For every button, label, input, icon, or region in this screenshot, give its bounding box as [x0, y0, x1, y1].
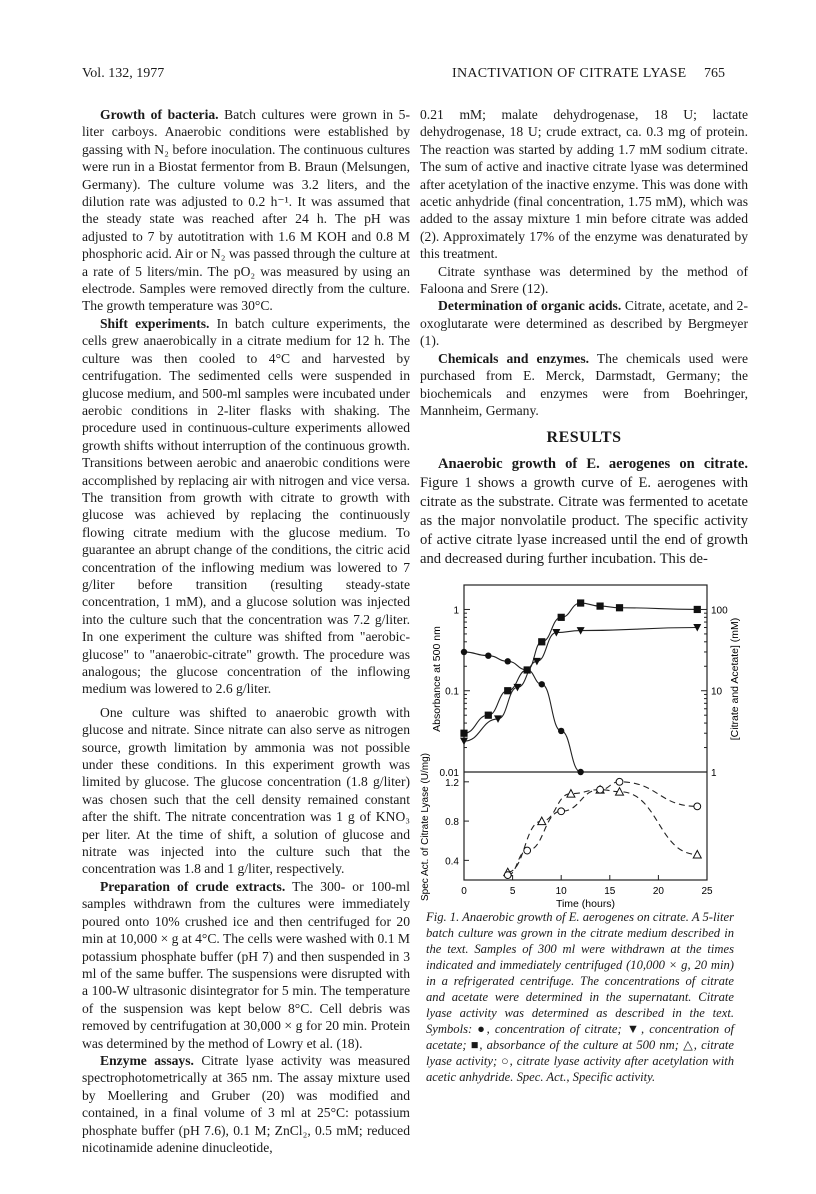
shift-text: In batch culture experiments, the cells grew anaerobically in a citrate medium for 12 h. The culture was then cooled to 4°C and harvested by centrifugation. The sedimented cells were suspended in glucose medium, and 500-ml samples were incubated under aerobic conditions in 2-liter flasks with shaking. The procedure used in continuous-culture experiments allowed growth shifts without interruption of the continuous growth. Transitions between aerobic and anaerobic conditions were accomplished by replacing air with nitrogen and vice versa. The transition from growth with citrate to growth with glucose was achieved by replacing the continuously flowing citrate medium with the glucose medium. To guarantee an abrupt change of the conditions, the citric acid concentration of the inflowing medium was lowered to 7 g/liter before transition (resulting steady-state concentration, 1 mM), and a glucose solution was injected into the culture such that the concentration was 7.2 g/liter. In one experiment the culture was shifted from "aerobic-glucose" to "anaerobic-citrate" growth. The procedure was analogous; the glucose concentration of the inflowing medium was lowered to 2.6 g/liter.: [82, 315, 411, 697]
citrate-point: [539, 681, 545, 687]
citrate-point: [505, 658, 511, 664]
left-axis-title: Absorbance at 500 nm: [431, 626, 443, 732]
enzyme-subhead: Enzyme assays.: [100, 1052, 194, 1068]
lyase-acetylated-point: [504, 872, 511, 879]
right-tick-label: 1: [711, 768, 717, 779]
citrate-point: [524, 667, 530, 673]
figure-layer: [420, 585, 741, 910]
organic-paragraph: [420, 297, 748, 349]
enzyme-text: Citrate lyase activity was measured spectrophotometrically at 365 nm. The assay mixture used by Moellering and Gruber (20) was modified and contained, in a final volume of 3 ml at 25°C: potassium phosphate buffer (pH 7.6), 0.1 M; ZnCl₂, 0.5 mM; reduced nicotinamide adenine dinucleotide,: [82, 1052, 410, 1155]
growth-paragraph: [82, 106, 410, 315]
page-number: 765: [704, 66, 725, 81]
chem-text: The chemicals used were purchased from E. Merck, Darmstadt, Germany; the biochemicals and enzymes were from Boehringer, Mannheim, Germany.: [420, 350, 748, 418]
acetate-curve: [464, 627, 697, 741]
lyase-acetylated-point: [558, 808, 565, 815]
citrate-point: [558, 728, 564, 734]
x-tick-label: 10: [555, 886, 567, 897]
anaerobic-paragraph: [420, 455, 748, 569]
absorbance-point: [558, 614, 565, 621]
lyase-acetylated-curve: [508, 782, 698, 875]
absorbance-point: [596, 603, 603, 610]
absorbance-point: [485, 712, 492, 719]
right-column: [420, 106, 748, 569]
absorbance-point: [538, 638, 545, 645]
figure-1: [412, 575, 742, 910]
acetate-point: [513, 684, 521, 692]
citrate-point: [461, 649, 467, 655]
growth-text: Batch cultures were grown in 5-liter carboys. Anaerobic conditions were established by gassing with N₂ before inoculation. The continuous cultures were run in a Biostat fermentor from B. Braun (Melsungen, Germany). The culture volume was 3.2 liters, and the dilution rate was adjusted to 0.2 h⁻¹. It was assumed that the steady state was reached after 24 h. The pH was adjusted to 7 by autotitration with 1.6 M KOH and 0.8 M phosphoric acid. Air or N₂ was passed through the culture at a rate of 5 liters/min. The pO₂ was measured by using an electrode. Samples were removed directly from the culture. The growth temperature was 30°C.: [82, 107, 410, 314]
absorbance-point: [694, 606, 701, 613]
prep-subhead: Preparation of crude extracts.: [100, 878, 286, 894]
lyase-activity-point: [538, 817, 546, 825]
x-axis-title: Time (hours): [555, 898, 616, 910]
nitrate-paragraph: One culture was shifted to anaerobic growth with glucose and nitrate. Since nitrate can also serve as nitrogen source, growth limitation by ammonia was not possible under these conditions. In this experiment growth was limited by glucose. The glucose concentration (1.8 g/liter) was chosen such that the cell density remained constant after the shift. The nitrate concentration was 1 g of KNO₃ per liter. At the time of shift, a solution of glucose and nitrate was injected into the culture such that the concentration was 1.8 and 1 g/liter, respectively.: [82, 704, 410, 877]
x-tick-label: 20: [652, 886, 664, 897]
x-tick-label: 25: [701, 886, 713, 897]
assay-continuation: 0.21 mM; malate dehydrogenase, 18 U; lactate dehydrogenase, 18 U; crude extract, ca. 0.3 mg of protein. The reaction was started by adding 1.7 mM sodium citrate. The sum of active and inactive citrate lyase was determined after acetylation of the inactive enzyme. This was done with acetic anhydride (final concentration, 1.75 mM), which was added to the assay mixture 1 min before citrate was added (2). Approximately 17% of the enzyme was denaturated by this treatment.: [420, 107, 748, 262]
organic-text: Citrate, acetate, and 2-oxoglutarate were determined as described by Bergmeyer (1).: [420, 298, 748, 349]
plot-frame: [464, 585, 707, 880]
running-head-volume: Vol. 132, 1977: [82, 66, 165, 81]
bottom-y-tick-label: 0.8: [445, 817, 459, 829]
x-tick-label: 15: [604, 886, 616, 897]
absorbance-curve: [464, 603, 697, 733]
chem-subhead: Chemicals and enzymes.: [438, 350, 590, 366]
prep-paragraph: [82, 878, 410, 1052]
absorbance-point: [460, 730, 467, 737]
lyase-acetylated-point: [616, 778, 623, 785]
x-tick-label: 5: [509, 886, 516, 897]
shift-paragraph: [82, 315, 410, 698]
figure-caption: Fig. 1. Anaerobic growth of E. aerogenes on citrate. A 5-liter batch culture was grown in the citrate medium described in the text. Samples of 300 ml were withdrawn at the times indicated and immediately centrifuged (10,000 × g, 20 min) in a refrigerated centrifuge. The concentrations of citrate and acetate were determined in the supernatant. Citrate lyase activity was determined as described in the text. Symbols: ●, concentration of citrate; ▼, concentration of acetate; ■, absorbance of the culture at 500 nm; △, citrate lyase activity; ○, citrate lyase activity after acetylation with acetic anhydride. Spec. Act., Specific activity.: [426, 910, 734, 1084]
bottom-y-tick-label: 1.2: [445, 777, 459, 789]
enzyme-paragraph: [82, 1052, 410, 1156]
citrate-curve: [464, 652, 581, 772]
left-tick-label: 1: [453, 605, 459, 617]
shift-subhead: Shift experiments.: [100, 315, 210, 331]
citrate-point: [485, 652, 491, 658]
synthase-paragraph: Citrate synthase was determined by the method of Faloona and Srere (12).: [420, 263, 748, 297]
growth-subhead: Growth of bacteria.: [100, 107, 219, 122]
absorbance-point: [577, 599, 584, 606]
lyase-acetylated-point: [524, 847, 531, 854]
citrate-point: [577, 769, 583, 775]
lyase-activity-curve: [508, 790, 698, 872]
absorbance-point: [616, 604, 623, 611]
anaerobic-subhead: Anaerobic growth of E. aerogenes on citrate.: [438, 455, 748, 472]
organic-subhead: Determination of organic acids.: [438, 298, 622, 314]
right-axis-title: [Citrate and Acetate] (mM): [729, 617, 741, 741]
lyase-activity-point: [567, 790, 575, 798]
left-column: [82, 106, 410, 1156]
lyase-acetylated-point: [694, 803, 701, 810]
absorbance-point: [504, 687, 511, 694]
results-heading: RESULTS: [546, 429, 622, 447]
lyase-acetylated-point: [597, 786, 604, 793]
bottom-y-tick-label: 0.4: [445, 856, 459, 868]
running-head-title: INACTIVATION OF CITRATE LYASE: [452, 66, 687, 81]
bottom-y-axis-title: Spec Act. of Citrate Lyase (U/mg): [420, 752, 431, 902]
left-tick-label: 0.1: [445, 686, 459, 698]
left-tick-label: 0.01: [439, 768, 459, 779]
right-tick-label: 10: [711, 686, 723, 698]
anaerobic-text: Figure 1 shows a growth curve of E. aerogenes with citrate as the substrate. Citrate was fermented to acetate as the major nonvolatile product. The specific activity of active citrate lyase increased until the end of growth and decreased during further incubation. This de-: [420, 474, 748, 567]
lyase-activity-point: [693, 850, 701, 858]
right-tick-label: 100: [711, 605, 728, 617]
x-tick-label: 0: [461, 886, 467, 897]
prep-text: The 300- or 100-ml samples withdrawn from the cultures were immediately poured onto 10% crushed ice and then centrifuged for 20 min at 10,000 × g at 4°C. The cells were washed with 0.1 M potassium phosphate buffer (pH 7) and then suspended in 3 ml of the same buffer. The suspensions were disrupted with a 100-W ultrasonic disintegrator for 5 min. The temperature of the suspension was kept below 8°C. Cell debris was removed by centrifugation at 30,000 × g for 20 min. Protein was determined by the method of Lowry et al. (18).: [82, 878, 410, 1051]
chem-paragraph: [420, 350, 748, 420]
